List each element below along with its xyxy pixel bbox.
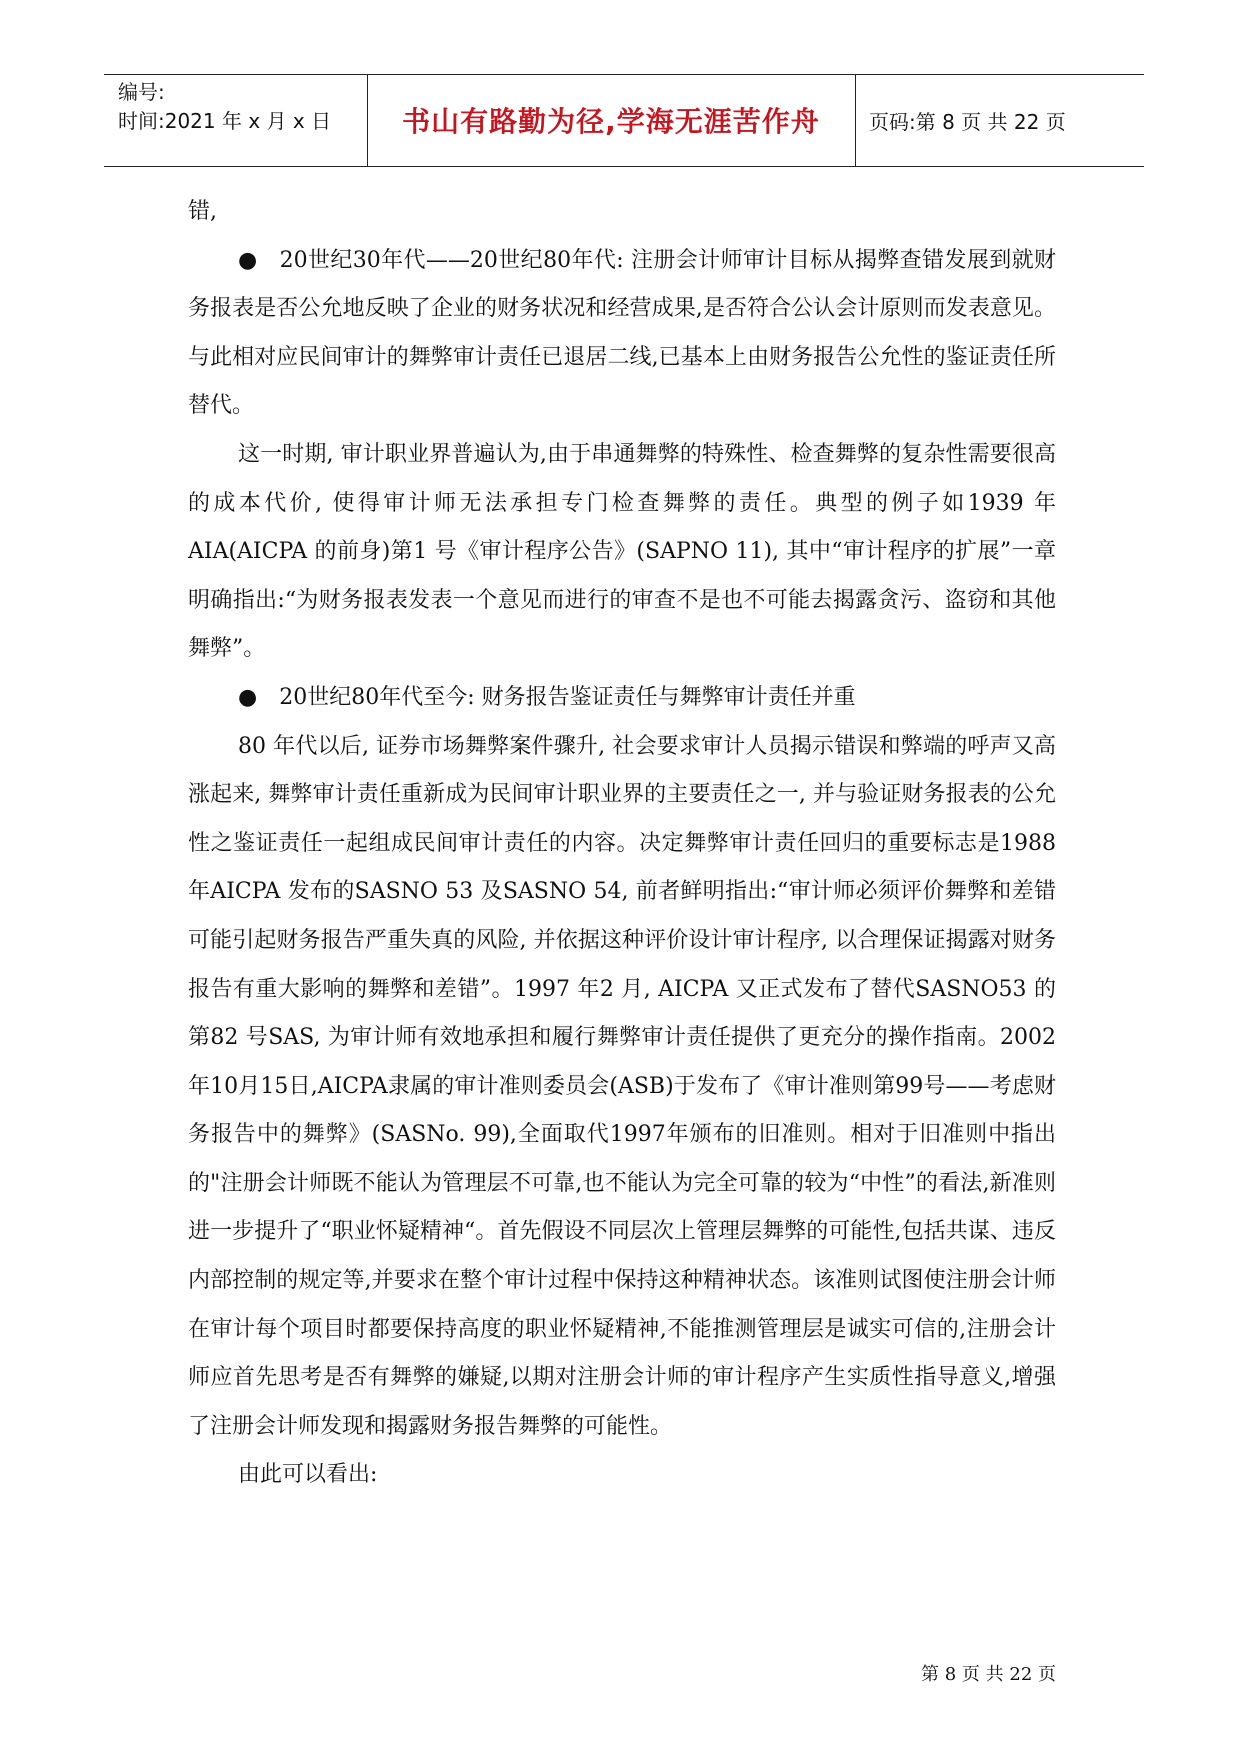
paragraph: 80 年代以后, 证券市场舞弊案件骤升, 社会要求审计人员揭示错误和弊端的呼声又高涨起来, 舞弊审计责任重新成为民间审计职业界的主要责任之一, 并与验证财务报表的公允性之鉴证责任一起组成民间审计责任的内容。决定舞弊审计责任回归的重要标志是1988 年AICPA 发布的SASNO 53 及SASNO 54, 前者鲜明指出:“审计师必须评价舞弊和差错可能引起财务报告严重失真的风险, 并依据这种评价设计审计程序, 以合理保证揭露对财务报告有重大影响的舞弊和差错”。1997 年2 月, AICPA 又正式发布了替代SASNO53 的第82 号SAS, 为审计师有效地承担和履行舞弊审计责任提供了更充分的操作指南。2002年10月15日,AICPA隶属的审计准则委员会(ASB)于发布了《审计准则第99号——考虑财务报告中的舞弊》(SASNo. 99),全面取代1997年颁布的旧准则。相对于旧准则中指出的"注册会计师既不能认为管理层不可靠,也不能认为完全可靠的较为“中性”的看法,新准则进一步提升了“职业怀疑精神“。首先假设不同层次上管理层舞弊的可能性,包括共谋、违反内部控制的规定等,并要求在整个审计过程中保持这种精神状态。该准则试图使注册会计师在审计每个项目时都要保持高度的职业怀疑精神,不能推测管理层是诚实可信的,注册会计师应首先思考是否有舞弊的嫌疑,以期对注册会计师的审计程序产生实质性指导意义,增强了注册会计师发现和揭露财务报告舞弊的可能性。 (188, 733, 1056, 1439)
header-divider-right (855, 74, 856, 166)
bullet-text: 20世纪30年代——20世纪80年代: 注册会计师审计目标从揭弊查错发展到就财务报表是否公允地反映了企业的财务状况和经营成果,是否符合公认会计原则而发表意见。与此相对应民间审计的舞弊审计责任已退居二线,已基本上由财务报告公允性的鉴证责任所替代。 (188, 247, 1056, 419)
paragraph: 这一时期, 审计职业界普遍认为,由于串通舞弊的特殊性、检查舞弊的复杂性需要很高的成本代价, 使得审计师无法承担专门检查舞弊的责任。典型的例子如1939 年AIA(AICPA 的前身)第1 号《审计程序公告》(SAPNO 11), 其中“审计程序的扩展”一章明确指出:“为财务报表发表一个意见而进行的审查不是也不可能去揭露贪污、盗窃和其他舞弊”。 (188, 441, 1056, 662)
bullet-paragraph (188, 237, 1056, 431)
paragraph: 错, (188, 199, 217, 224)
serial-label: 编号: (118, 80, 165, 104)
page-header (104, 74, 1144, 166)
bullet-icon: ● (238, 684, 258, 710)
document-body (188, 188, 1056, 1500)
header-bottom-rule (104, 166, 1144, 167)
bullet-paragraph (188, 674, 1056, 723)
time-label: 时间:2021 年 x 月 x 日 (118, 109, 332, 133)
bullet-icon: ● (238, 247, 258, 273)
bullet-text: 20世纪80年代至今: 财务报告鉴证责任与舞弊审计责任并重 (279, 684, 856, 710)
paragraph: 由此可以看出: (238, 1462, 378, 1488)
header-slogan: 书山有路勤为径,学海无涯苦作舟 (402, 105, 820, 138)
page-footer: 第 8 页 共 22 页 (921, 1664, 1056, 1685)
header-meta (118, 78, 363, 136)
header-page-code: 页码:第 8 页 共 22 页 (869, 109, 1066, 134)
